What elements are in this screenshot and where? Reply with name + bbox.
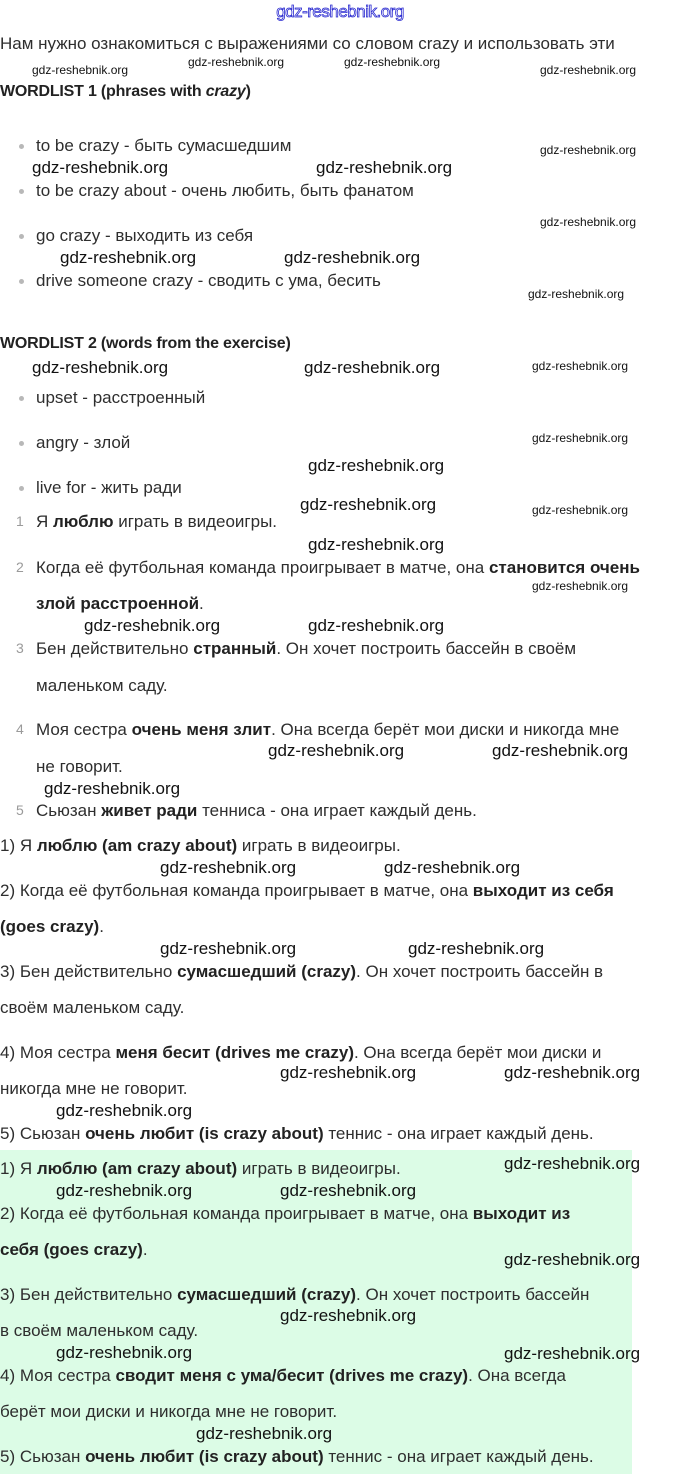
watermark: gdz-reshebnik.org <box>284 248 421 267</box>
text-segment: 4) Моя сестра <box>0 1043 116 1062</box>
watermark: gdz-reshebnik.org <box>32 358 169 377</box>
bold-text: сумасшедший (crazy) <box>177 1285 357 1304</box>
bullet-icon <box>19 279 24 284</box>
text-segment: upset - расстроенный <box>36 388 206 407</box>
watermark: gdz-reshebnik.org <box>196 1424 333 1443</box>
watermark: gdz-reshebnik.org <box>408 939 545 958</box>
text-segment: 3) Бен действительно <box>0 1285 178 1304</box>
exercise-number: 2 <box>16 559 24 575</box>
exercise-line <box>36 512 277 532</box>
text-segment: 1) Я <box>0 1159 37 1178</box>
text-segment: to be crazy about - очень любить, быть фанатом <box>36 181 414 200</box>
watermark: gdz-reshebnik.org <box>532 579 629 593</box>
bold-text: сводит меня с ума/бесит (drives me crazy) <box>115 1366 469 1385</box>
text-segment: теннис - она играет каждый день. <box>323 1124 594 1143</box>
text-segment: Я <box>36 512 53 531</box>
wordlist-2-item <box>36 433 130 453</box>
wordlist-2-heading <box>0 334 291 354</box>
text-segment: тенниса - она играет каждый день. <box>197 801 477 820</box>
watermark: gdz-reshebnik.org <box>532 431 629 445</box>
text-segment: . Она всегда берёт мои диски и никогда мне <box>271 720 620 739</box>
exercise-line <box>36 594 204 614</box>
text-segment: 2) Когда её футбольная команда проигрывает в матче, она <box>0 1204 473 1223</box>
wordlist-1-heading <box>0 82 251 102</box>
bold-text: люблю (am crazy about) <box>36 836 238 855</box>
text-segment: Бен действительно <box>36 639 194 658</box>
bold-text: становится очень <box>488 558 640 577</box>
text-segment: WORDLIST 2 (words from the exercise) <box>0 335 291 352</box>
exercise-number: 3 <box>16 640 24 656</box>
exercise-line <box>36 720 619 740</box>
text-segment: . Он хочет построить бассейн в <box>356 962 604 981</box>
bold-text: (goes crazy) <box>0 917 100 936</box>
watermark: gdz-reshebnik.org <box>316 158 453 177</box>
watermark: gdz-reshebnik.org <box>56 1181 193 1200</box>
bold-text: злой расстроенной <box>36 594 200 613</box>
text-segment: играть в видеоигры. <box>237 836 401 855</box>
watermark: gdz-reshebnik.org <box>504 1154 641 1173</box>
text-segment: 5) Сьюзан <box>0 1447 86 1466</box>
watermark: gdz-reshebnik.org <box>540 143 637 157</box>
wordlist-1-item <box>36 136 292 156</box>
text-segment: . Она всегда <box>468 1366 566 1385</box>
watermark: gdz-reshebnik.org <box>160 858 297 877</box>
text-segment: WORDLIST 1 (phrases with <box>0 83 206 100</box>
text-segment: . Он хочет построить бассейн <box>356 1285 590 1304</box>
exercise-line <box>36 639 576 659</box>
text-segment: . <box>199 594 204 613</box>
wordlist-2-item <box>36 478 182 498</box>
text-segment: 3) Бен действительно <box>0 962 178 981</box>
wordlist-1-item <box>36 181 414 201</box>
wordlist-2-item <box>36 388 205 408</box>
answer-line <box>0 881 614 901</box>
final-answer-line <box>0 1447 594 1467</box>
exercise-line <box>36 801 477 821</box>
answer-line <box>0 962 603 982</box>
watermark: gdz-reshebnik.org <box>308 535 445 554</box>
exercise-number: 5 <box>16 802 24 818</box>
text-segment: в своём маленьком саду. <box>0 1321 199 1340</box>
text-segment: drive someone crazy - сводить с ума, бесить <box>36 271 381 290</box>
watermark: gdz-reshebnik.org <box>280 1181 417 1200</box>
header-watermark: gdz-reshebnik.org <box>276 2 404 21</box>
watermark: gdz-reshebnik.org <box>308 616 445 635</box>
bold-text: выходит из <box>472 1204 571 1223</box>
watermark: gdz-reshebnik.org <box>160 939 297 958</box>
bold-text: сумасшедший (crazy) <box>177 962 357 981</box>
bold-text: выходит из себя <box>472 881 614 900</box>
watermark: gdz-reshebnik.org <box>32 158 169 177</box>
bold-text: очень любит (is crazy about) <box>85 1447 324 1466</box>
text-segment: Когда её футбольная команда проигрывает в матче, она <box>36 558 489 577</box>
watermark: gdz-reshebnik.org <box>528 287 625 301</box>
text-segment: никогда мне не говорит. <box>0 1079 188 1098</box>
bold-text: очень любит (is crazy about) <box>85 1124 324 1143</box>
watermark: gdz-reshebnik.org <box>308 456 445 475</box>
text-segment: angry - злой <box>36 433 131 452</box>
watermark: gdz-reshebnik.org <box>44 779 181 798</box>
watermark: gdz-reshebnik.org <box>504 1344 641 1363</box>
bold-text: очень меня злит <box>131 720 272 739</box>
bullet-icon <box>19 144 24 149</box>
wordlist-1-item <box>36 226 253 246</box>
bold-text: странный <box>193 639 277 658</box>
watermark: gdz-reshebnik.org <box>304 358 441 377</box>
text-segment: 5) Сьюзан <box>0 1124 86 1143</box>
bold-text: люблю (am crazy about) <box>36 1159 238 1178</box>
watermark: gdz-reshebnik.org <box>540 63 637 77</box>
answer-line <box>0 1043 601 1063</box>
watermark: gdz-reshebnik.org <box>84 616 221 635</box>
watermark: gdz-reshebnik.org <box>384 858 521 877</box>
text-segment: . <box>99 917 104 936</box>
exercise-line <box>36 676 168 696</box>
text-segment: своём маленьком саду. <box>0 998 185 1017</box>
bold-text: меня бесит (drives me crazy) <box>115 1043 354 1062</box>
watermark: gdz-reshebnik.org <box>532 503 629 517</box>
answer-line <box>0 836 401 856</box>
bullet-icon <box>19 189 24 194</box>
text-segment: Нам нужно ознакомиться с выражениями со словом crazy и использовать эти <box>0 34 615 53</box>
exercise-line <box>36 757 123 777</box>
text-segment: играть в видеоигры. <box>113 512 278 531</box>
bullet-icon <box>19 396 24 401</box>
watermark: gdz-reshebnik.org <box>268 741 405 760</box>
watermark: gdz-reshebnik.org <box>300 495 437 514</box>
watermark: gdz-reshebnik.org <box>504 1063 641 1082</box>
text-segment: live for - жить ради <box>36 478 182 497</box>
text-segment: 4) Моя сестра <box>0 1366 116 1385</box>
exercise-number: 1 <box>16 513 24 529</box>
final-answer-line <box>0 1240 148 1260</box>
watermark: gdz-reshebnik.org <box>492 741 629 760</box>
text-segment: теннис - она играет каждый день. <box>323 1447 594 1466</box>
text-segment: . Он хочет построить бассейн в своём <box>276 639 577 658</box>
intro-text <box>0 34 615 54</box>
bullet-icon <box>19 441 24 446</box>
final-answer-line <box>0 1366 566 1386</box>
watermark: gdz-reshebnik.org <box>188 55 285 69</box>
watermark: gdz-reshebnik.org <box>32 63 129 77</box>
bold-text: живет ради <box>101 801 198 820</box>
final-answer-line <box>0 1285 589 1305</box>
watermark: gdz-reshebnik.org <box>280 1306 417 1325</box>
text-segment: crazy <box>205 83 246 100</box>
text-segment: Сьюзан <box>36 801 102 820</box>
text-segment: маленьком саду. <box>36 676 168 695</box>
text-segment: не говорит. <box>36 757 123 776</box>
text-segment: . Она всегда берёт мои диски и <box>353 1043 602 1062</box>
exercise-line <box>36 558 640 578</box>
bold-text: себя (goes crazy) <box>0 1240 143 1259</box>
watermark: gdz-reshebnik.org <box>60 248 197 267</box>
text-segment: to be crazy - быть сумасшедшим <box>36 136 292 155</box>
watermark: gdz-reshebnik.org <box>504 1250 641 1269</box>
bold-text: люблю <box>53 512 114 531</box>
bullet-icon <box>19 234 24 239</box>
text-segment: . <box>142 1240 148 1259</box>
text-segment: берёт мои диски и никогда мне не говорит. <box>0 1402 338 1421</box>
answer-line <box>0 1079 187 1099</box>
text-segment: играть в видеоигры. <box>237 1159 401 1178</box>
answer-line <box>0 917 104 937</box>
watermark: gdz-reshebnik.org <box>344 55 441 69</box>
watermark: gdz-reshebnik.org <box>532 359 629 373</box>
text-segment: 1) Я <box>0 836 37 855</box>
text-segment: 2) Когда её футбольная команда проигрывает в матче, она <box>0 881 473 900</box>
answer-line <box>0 998 184 1018</box>
final-answer-line <box>0 1159 401 1179</box>
watermark: gdz-reshebnik.org <box>56 1101 193 1120</box>
final-answer-line <box>0 1321 198 1341</box>
wordlist-1-item <box>36 271 381 291</box>
bullet-icon <box>19 486 24 491</box>
final-answer-line <box>0 1204 570 1224</box>
watermark: gdz-reshebnik.org <box>56 1343 193 1362</box>
watermark: gdz-reshebnik.org <box>540 215 637 229</box>
final-answer-line <box>0 1402 337 1422</box>
answer-line <box>0 1124 594 1144</box>
watermark: gdz-reshebnik.org <box>280 1063 417 1082</box>
exercise-number: 4 <box>16 721 24 737</box>
text-segment: go crazy - выходить из себя <box>36 226 254 245</box>
text-segment: ) <box>245 83 251 100</box>
text-segment: Моя сестра <box>36 720 132 739</box>
